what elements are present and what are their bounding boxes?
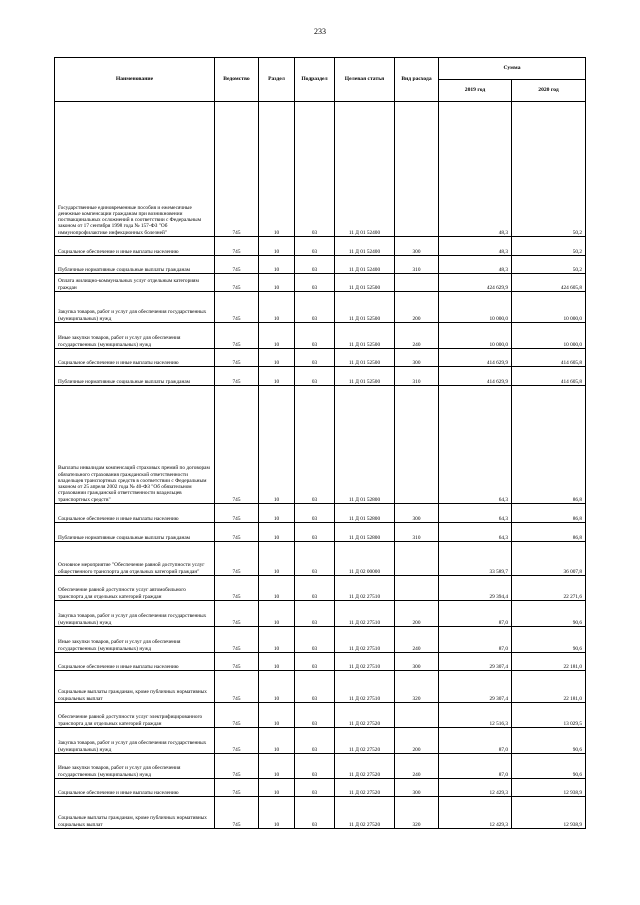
table-row bbox=[55, 504, 586, 523]
cell-dept: 745 bbox=[215, 627, 259, 653]
cell-exp bbox=[395, 274, 439, 292]
cell-sub: 03 bbox=[295, 728, 335, 754]
cell-dept: 745 bbox=[215, 653, 259, 671]
cell-sub: 03 bbox=[295, 386, 335, 504]
cell-sub: 03 bbox=[295, 256, 335, 274]
cell-section: 10 bbox=[259, 728, 295, 754]
table-row bbox=[55, 323, 586, 349]
budget-table bbox=[54, 57, 586, 829]
cell-v2020: 10 000,0 bbox=[512, 323, 586, 349]
cell-exp: 320 bbox=[395, 671, 439, 703]
cell-v2019: 33 589,7 bbox=[439, 542, 512, 576]
cell-dept: 745 bbox=[215, 237, 259, 256]
cell-dept: 745 bbox=[215, 102, 259, 237]
cell-v2019: 48,3 bbox=[439, 237, 512, 256]
cell-v2020: 90,6 bbox=[512, 728, 586, 754]
cell-name: Публичные нормативные социальные выплаты гражданам bbox=[55, 523, 215, 542]
cell-dept: 745 bbox=[215, 601, 259, 627]
table-row bbox=[55, 601, 586, 627]
cell-exp: 310 bbox=[395, 523, 439, 542]
cell-v2019: 12 429,3 bbox=[439, 797, 512, 829]
cell-target: 11 Д 01 52800 bbox=[335, 523, 395, 542]
cell-name: Оплата жилищно-коммунальных услуг отдельным категориям граждан bbox=[55, 274, 215, 292]
cell-dept: 745 bbox=[215, 367, 259, 386]
cell-target: 11 Д 01 52500 bbox=[335, 349, 395, 367]
cell-v2019: 414 629,9 bbox=[439, 367, 512, 386]
cell-section: 10 bbox=[259, 523, 295, 542]
cell-exp bbox=[395, 102, 439, 237]
cell-v2019: 29 394,4 bbox=[439, 576, 512, 601]
header-subsection: Подраздел bbox=[295, 58, 335, 102]
cell-v2019: 10 000,0 bbox=[439, 323, 512, 349]
table-row bbox=[55, 671, 586, 703]
table-row bbox=[55, 256, 586, 274]
cell-name: Публичные нормативные социальные выплаты гражданам bbox=[55, 367, 215, 386]
header-expense-type: Вид расхода bbox=[395, 58, 439, 102]
cell-name: Государственные единовременные пособия и ежемесячные денежные компенсации гражданам при возникновении поствакцинальных осложнений в соответствии с Федеральным законом от 17 сентября 1998 года № 157-ФЗ "Об иммунопрофилактике инфекционных болезней" bbox=[55, 102, 215, 237]
cell-sub: 03 bbox=[295, 576, 335, 601]
cell-dept: 745 bbox=[215, 728, 259, 754]
cell-v2020: 12 938,9 bbox=[512, 779, 586, 797]
cell-target: 11 Д 01 52800 bbox=[335, 504, 395, 523]
cell-section: 10 bbox=[259, 102, 295, 237]
cell-v2019: 12 429,3 bbox=[439, 779, 512, 797]
cell-v2020: 424 605,8 bbox=[512, 274, 586, 292]
cell-name: Основное мероприятие "Обеспечение равной доступности услуг общественного транспорта для отдельных категорий граждан" bbox=[55, 542, 215, 576]
cell-dept: 745 bbox=[215, 576, 259, 601]
cell-target: 11 Д 02 27510 bbox=[335, 601, 395, 627]
cell-section: 10 bbox=[259, 703, 295, 728]
cell-section: 10 bbox=[259, 576, 295, 601]
cell-sub: 03 bbox=[295, 627, 335, 653]
table-row bbox=[55, 728, 586, 754]
cell-target: 11 Д 02 27520 bbox=[335, 754, 395, 779]
cell-section: 10 bbox=[259, 542, 295, 576]
cell-v2020: 90,6 bbox=[512, 754, 586, 779]
cell-name: Социальное обеспечение и иные выплаты населению bbox=[55, 349, 215, 367]
cell-dept: 745 bbox=[215, 703, 259, 728]
cell-section: 10 bbox=[259, 797, 295, 829]
cell-dept: 745 bbox=[215, 292, 259, 323]
cell-exp bbox=[395, 703, 439, 728]
cell-sub: 03 bbox=[295, 504, 335, 523]
table-row bbox=[55, 703, 586, 728]
cell-section: 10 bbox=[259, 367, 295, 386]
table-row bbox=[55, 754, 586, 779]
cell-name: Закупка товаров, работ и услуг для обеспечения государственных (муниципальных) нужд bbox=[55, 728, 215, 754]
table-row bbox=[55, 237, 586, 256]
cell-sub: 03 bbox=[295, 653, 335, 671]
cell-exp: 240 bbox=[395, 627, 439, 653]
cell-v2020: 50,2 bbox=[512, 102, 586, 237]
cell-target: 11 Д 02 27520 bbox=[335, 703, 395, 728]
cell-v2019: 87,0 bbox=[439, 601, 512, 627]
cell-v2020: 10 000,0 bbox=[512, 292, 586, 323]
cell-v2020: 90,6 bbox=[512, 601, 586, 627]
cell-target: 11 Д 01 52800 bbox=[335, 386, 395, 504]
cell-name: Социальное обеспечение и иные выплаты населению bbox=[55, 237, 215, 256]
cell-target: 11 Д 01 52400 bbox=[335, 102, 395, 237]
cell-dept: 745 bbox=[215, 779, 259, 797]
cell-name: Иные закупки товаров, работ и услуг для обеспечения государственных (муниципальных) нужд bbox=[55, 627, 215, 653]
cell-v2020: 12 938,9 bbox=[512, 797, 586, 829]
cell-target: 11 Д 02 27510 bbox=[335, 671, 395, 703]
cell-v2020: 22 181,0 bbox=[512, 671, 586, 703]
cell-v2019: 424 629,9 bbox=[439, 274, 512, 292]
cell-section: 10 bbox=[259, 504, 295, 523]
cell-v2020: 86,8 bbox=[512, 386, 586, 504]
header-sum: Сумма bbox=[439, 58, 586, 80]
cell-section: 10 bbox=[259, 754, 295, 779]
cell-target: 11 Д 01 52400 bbox=[335, 256, 395, 274]
cell-section: 10 bbox=[259, 349, 295, 367]
cell-v2020: 90,6 bbox=[512, 627, 586, 653]
cell-exp: 200 bbox=[395, 728, 439, 754]
table-body bbox=[55, 102, 586, 829]
cell-v2019: 64,3 bbox=[439, 386, 512, 504]
cell-section: 10 bbox=[259, 601, 295, 627]
header-target: Целевая статья bbox=[335, 58, 395, 102]
cell-name: Социальные выплаты гражданам, кроме публичных нормативных социальных выплат bbox=[55, 797, 215, 829]
table-row bbox=[55, 576, 586, 601]
cell-v2019: 29 307,4 bbox=[439, 653, 512, 671]
header-2019: 2019 год bbox=[439, 80, 512, 102]
cell-section: 10 bbox=[259, 779, 295, 797]
cell-name: Выплаты инвалидам компенсаций страховых премий по договорам обязательного страхования гражданской ответственности владельцев транспортных средств в соответствии с Федеральным законом от 25 апреля 2002 года № 40-ФЗ "Об обязательном страховании гражданской ответственности владельцев транспортных средств" bbox=[55, 386, 215, 504]
page-number: 233 bbox=[314, 27, 326, 36]
cell-v2020: 22 271,6 bbox=[512, 576, 586, 601]
cell-dept: 745 bbox=[215, 542, 259, 576]
cell-exp: 300 bbox=[395, 237, 439, 256]
cell-name: Закупка товаров, работ и услуг для обеспечения государственных (муниципальных) нужд bbox=[55, 601, 215, 627]
header-name: Наименование bbox=[55, 58, 215, 102]
cell-v2019: 87,0 bbox=[439, 728, 512, 754]
cell-target: 11 Д 01 52500 bbox=[335, 323, 395, 349]
cell-exp: 300 bbox=[395, 349, 439, 367]
cell-sub: 03 bbox=[295, 323, 335, 349]
cell-sub: 03 bbox=[295, 671, 335, 703]
table-row bbox=[55, 349, 586, 367]
cell-v2020: 13 029,5 bbox=[512, 703, 586, 728]
cell-section: 10 bbox=[259, 274, 295, 292]
cell-sub: 03 bbox=[295, 797, 335, 829]
table-row bbox=[55, 779, 586, 797]
cell-target: 11 Д 01 52500 bbox=[335, 274, 395, 292]
cell-dept: 745 bbox=[215, 504, 259, 523]
cell-section: 10 bbox=[259, 653, 295, 671]
cell-target: 11 Д 01 52500 bbox=[335, 367, 395, 386]
cell-name: Обеспечение равной доступности услуг электрифицированного транспорта для отдельных категорий граждан bbox=[55, 703, 215, 728]
cell-v2019: 10 000,0 bbox=[439, 292, 512, 323]
cell-target: 11 Д 02 27520 bbox=[335, 728, 395, 754]
cell-dept: 745 bbox=[215, 274, 259, 292]
cell-exp: 240 bbox=[395, 754, 439, 779]
cell-v2019: 12 516,3 bbox=[439, 703, 512, 728]
cell-v2019: 48,3 bbox=[439, 102, 512, 237]
cell-name: Социальное обеспечение и иные выплаты населению bbox=[55, 653, 215, 671]
cell-sub: 03 bbox=[295, 237, 335, 256]
cell-name: Закупка товаров, работ и услуг для обеспечения государственных (муниципальных) нужд bbox=[55, 292, 215, 323]
cell-name: Иные закупки товаров, работ и услуг для обеспечения государственных (муниципальных) нужд bbox=[55, 323, 215, 349]
cell-exp: 240 bbox=[395, 323, 439, 349]
cell-v2019: 87,0 bbox=[439, 627, 512, 653]
cell-name: Иные закупки товаров, работ и услуг для обеспечения государственных (муниципальных) нужд bbox=[55, 754, 215, 779]
cell-v2020: 50,2 bbox=[512, 237, 586, 256]
cell-target: 11 Д 02 27510 bbox=[335, 576, 395, 601]
cell-dept: 745 bbox=[215, 323, 259, 349]
header-2020: 2020 год bbox=[512, 80, 586, 102]
cell-exp: 310 bbox=[395, 367, 439, 386]
cell-dept: 745 bbox=[215, 671, 259, 703]
cell-exp bbox=[395, 576, 439, 601]
cell-dept: 745 bbox=[215, 386, 259, 504]
cell-sub: 03 bbox=[295, 523, 335, 542]
cell-dept: 745 bbox=[215, 349, 259, 367]
table-row bbox=[55, 274, 586, 292]
cell-v2020: 50,2 bbox=[512, 256, 586, 274]
table-row bbox=[55, 523, 586, 542]
cell-sub: 03 bbox=[295, 349, 335, 367]
cell-exp: 200 bbox=[395, 601, 439, 627]
cell-v2020: 36 007,8 bbox=[512, 542, 586, 576]
cell-sub: 03 bbox=[295, 292, 335, 323]
header-dept: Ведомство bbox=[215, 58, 259, 102]
cell-target: 11 Д 01 52500 bbox=[335, 292, 395, 323]
table-row bbox=[55, 797, 586, 829]
cell-name: Обеспечение равной доступности услуг автомобильного транспорта для отдельных категорий граждан bbox=[55, 576, 215, 601]
cell-target: 11 Д 02 27510 bbox=[335, 627, 395, 653]
cell-v2019: 29 307,4 bbox=[439, 671, 512, 703]
cell-v2019: 87,0 bbox=[439, 754, 512, 779]
table-row bbox=[55, 653, 586, 671]
cell-exp: 320 bbox=[395, 797, 439, 829]
cell-sub: 03 bbox=[295, 601, 335, 627]
cell-v2019: 414 629,9 bbox=[439, 349, 512, 367]
cell-sub: 03 bbox=[295, 274, 335, 292]
cell-v2020: 86,8 bbox=[512, 523, 586, 542]
cell-target: 11 Д 02 27520 bbox=[335, 797, 395, 829]
table-row bbox=[55, 292, 586, 323]
cell-v2020: 414 605,8 bbox=[512, 367, 586, 386]
cell-name: Публичные нормативные социальные выплаты гражданам bbox=[55, 256, 215, 274]
cell-name: Социальное обеспечение и иные выплаты населению bbox=[55, 504, 215, 523]
cell-section: 10 bbox=[259, 292, 295, 323]
table-row bbox=[55, 367, 586, 386]
cell-section: 10 bbox=[259, 323, 295, 349]
cell-sub: 03 bbox=[295, 754, 335, 779]
cell-exp: 310 bbox=[395, 256, 439, 274]
cell-target: 11 Д 02 27520 bbox=[335, 779, 395, 797]
cell-v2020: 22 181,0 bbox=[512, 653, 586, 671]
table-row bbox=[55, 627, 586, 653]
cell-v2020: 86,8 bbox=[512, 504, 586, 523]
cell-dept: 745 bbox=[215, 523, 259, 542]
header-section: Раздел bbox=[259, 58, 295, 102]
table-row bbox=[55, 386, 586, 504]
cell-dept: 745 bbox=[215, 256, 259, 274]
table-row bbox=[55, 542, 586, 576]
cell-v2019: 64,3 bbox=[439, 504, 512, 523]
cell-exp bbox=[395, 386, 439, 504]
cell-v2020: 414 605,8 bbox=[512, 349, 586, 367]
cell-target: 11 Д 02 00000 bbox=[335, 542, 395, 576]
cell-target: 11 Д 01 52400 bbox=[335, 237, 395, 256]
cell-name: Социальные выплаты гражданам, кроме публичных нормативных социальных выплат bbox=[55, 671, 215, 703]
cell-dept: 745 bbox=[215, 797, 259, 829]
cell-dept: 745 bbox=[215, 754, 259, 779]
cell-exp: 300 bbox=[395, 779, 439, 797]
cell-exp: 300 bbox=[395, 653, 439, 671]
cell-section: 10 bbox=[259, 237, 295, 256]
table-row bbox=[55, 102, 586, 237]
cell-v2019: 64,3 bbox=[439, 523, 512, 542]
cell-section: 10 bbox=[259, 386, 295, 504]
cell-name: Социальное обеспечение и иные выплаты населению bbox=[55, 779, 215, 797]
cell-sub: 03 bbox=[295, 703, 335, 728]
cell-sub: 03 bbox=[295, 542, 335, 576]
cell-sub: 03 bbox=[295, 102, 335, 237]
cell-exp: 300 bbox=[395, 504, 439, 523]
cell-sub: 03 bbox=[295, 779, 335, 797]
cell-section: 10 bbox=[259, 256, 295, 274]
cell-target: 11 Д 02 27510 bbox=[335, 653, 395, 671]
cell-section: 10 bbox=[259, 671, 295, 703]
cell-section: 10 bbox=[259, 627, 295, 653]
cell-sub: 03 bbox=[295, 367, 335, 386]
cell-exp: 200 bbox=[395, 292, 439, 323]
cell-exp bbox=[395, 542, 439, 576]
cell-v2019: 48,3 bbox=[439, 256, 512, 274]
